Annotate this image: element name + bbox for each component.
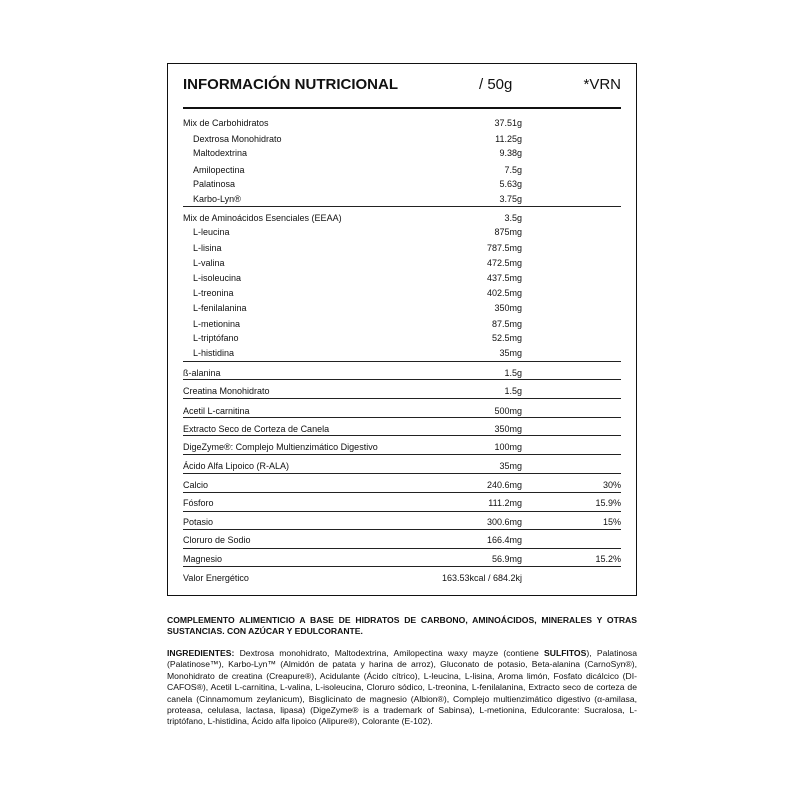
row-divider: [183, 566, 621, 567]
nutrient-vrn-percent: 30%: [602, 480, 621, 490]
nutrient-name: Mix de Aminoácidos Esenciales (EEAA): [183, 213, 342, 223]
row-divider: [183, 454, 621, 455]
row-divider: [183, 379, 621, 380]
ingredients-text: [167, 648, 637, 728]
nutrient-name: Calcio: [183, 480, 209, 490]
nutrient-name: L-lisina: [193, 243, 222, 253]
nutrient-name: Karbo-Lyn®: [193, 194, 241, 204]
row-divider: [183, 206, 621, 207]
nutrient-amount: 100mg: [494, 442, 522, 452]
nutrient-name: Potasio: [183, 517, 214, 527]
nutrient-amount: 500mg: [494, 406, 522, 416]
nutrient-amount: 1.5g: [504, 368, 522, 378]
nutrient-vrn-percent: 15%: [602, 517, 621, 527]
nutrient-amount: 163.53kcal / 684.2kj: [441, 573, 522, 583]
row-divider: [183, 435, 621, 436]
nutrient-name: Palatinosa: [193, 179, 236, 189]
row-divider: [183, 398, 621, 399]
nutrient-amount: 787.5mg: [486, 243, 522, 253]
nutrient-name: Creatina Monohidrato: [183, 386, 270, 396]
ingredients-part-1: Dextrosa monohidrato, Maltodextrina, Amilopectina waxy mayze (contiene: [234, 648, 544, 658]
nutrient-name: Extracto Seco de Corteza de Canela: [183, 424, 330, 434]
nutrient-name: L-triptófano: [193, 333, 239, 343]
row-divider: [183, 361, 621, 362]
allergen-sulfitos: SULFITOS: [544, 648, 587, 658]
nutrient-name: Dextrosa Monohidrato: [193, 134, 282, 144]
nutrient-amount: 52.5mg: [491, 333, 522, 343]
nutrient-name: Magnesio: [183, 554, 223, 564]
nutrient-name: L-histidina: [193, 348, 235, 358]
nutrient-name: ß-alanina: [183, 368, 221, 378]
product-description: COMPLEMENTO ALIMENTICIO A BASE DE HIDRATOS DE CARBONO, AMINOÁCIDOS, MINERALES Y OTRAS SUSTANCIAS. CON AZÚCAR Y EDULCORANTE.: [167, 615, 637, 637]
table-header: [183, 76, 621, 100]
nutrient-amount: 9.38g: [499, 148, 522, 158]
nutrient-amount: 56.9mg: [491, 554, 522, 564]
nutrient-amount: 300.6mg: [486, 517, 522, 527]
serving-size-header: / 50g: [479, 76, 513, 93]
nutrient-amount: 87.5mg: [491, 319, 522, 329]
row-divider: [183, 492, 621, 493]
nutrient-amount: 35mg: [499, 461, 522, 471]
header-divider: [183, 107, 621, 109]
nutrient-amount: 472.5mg: [486, 258, 522, 268]
nutrient-amount: 166.4mg: [486, 535, 522, 545]
nutrition-table: [167, 63, 637, 596]
row-divider: [183, 511, 621, 512]
nutrient-name: L-valina: [193, 258, 225, 268]
nutrient-name: L-isoleucina: [193, 273, 242, 283]
nutrient-name: Acetil L-carnitina: [183, 406, 250, 416]
ingredients-part-2: ), Palatinosa (Palatinose™), Karbo-Lyn™ (Almidón de patata y harina de arroz), Gluconato de potasio, Beta-alanina (CarnoSyn®), Monohidrato de creatina (Creapure®), Acidulante (Ácido cítrico), L-leucina, L-lisina, Aroma limón, Fosfato dicálcico (DI-CAFOS®), Acetil L-carnitina, L-valina, L-isoleucina, Cloruro sódico, L-treonina, L-fenilalanina, Extracto seco de corteza de canela (Cinnamomum zeylanicum), Bisglicinato de magnesio (Albion®), Complejo multienzimático digestivo (α-amilasa, proteasa, celulasa, lactasa, lipasa) (DigeZyme® is a trademark of Sabinsa), L-metionina, Edulcorante: Sucralosa, L-triptófano, L-histidina, Ácido alfa lipoico (Alipure®), Colorante (E-102).: [167, 648, 637, 727]
nutrient-name: L-fenilalanina: [193, 303, 247, 313]
nutrient-amount: 37.51g: [494, 118, 522, 128]
nutrient-vrn-percent: 15.9%: [595, 498, 621, 508]
nutrient-amount: 7.5g: [504, 165, 522, 175]
nutrient-amount: 240.6mg: [486, 480, 522, 490]
nutrient-amount: 437.5mg: [486, 273, 522, 283]
nutrient-name: L-leucina: [193, 227, 230, 237]
nutrient-name: Valor Energético: [183, 573, 249, 583]
nutrient-amount: 350mg: [494, 424, 522, 434]
row-divider: [183, 417, 621, 418]
nutrient-amount: 350mg: [494, 303, 522, 313]
nutrient-name: L-treonina: [193, 288, 234, 298]
nutrient-vrn-percent: 15.2%: [595, 554, 621, 564]
nutrient-name: DigeZyme®: Complejo Multienzimático Digestivo: [183, 442, 378, 452]
table-title: INFORMACIÓN NUTRICIONAL: [183, 76, 398, 93]
nutrient-amount: 3.5g: [504, 213, 522, 223]
row-divider: [183, 473, 621, 474]
nutrient-amount: 1.5g: [504, 386, 522, 396]
nutrient-name: Fósforo: [183, 498, 214, 508]
nutrient-amount: 875mg: [494, 227, 522, 237]
nutrient-name: Mix de Carbohidratos: [183, 118, 269, 128]
nutrient-amount: 3.75g: [499, 194, 522, 204]
nutrient-amount: 402.5mg: [486, 288, 522, 298]
nutrient-amount: 5.63g: [499, 179, 522, 189]
nutrient-amount: 11.25g: [495, 134, 522, 144]
nutrient-amount: 35mg: [499, 348, 522, 358]
nutrient-name: Amilopectina: [193, 165, 245, 175]
nutrient-name: L-metionina: [193, 319, 241, 329]
nutrient-amount: 111.2mg: [488, 498, 522, 508]
nutrient-name: Maltodextrina: [193, 148, 248, 158]
row-divider: [183, 529, 621, 530]
nutrient-name: Cloruro de Sodio: [183, 535, 251, 545]
ingredients-label: INGREDIENTES:: [167, 648, 235, 658]
nutrient-name: Ácido Alfa Lipoico (R-ALA): [183, 461, 290, 471]
row-divider: [183, 548, 621, 549]
vrn-header: *VRN: [583, 76, 621, 93]
